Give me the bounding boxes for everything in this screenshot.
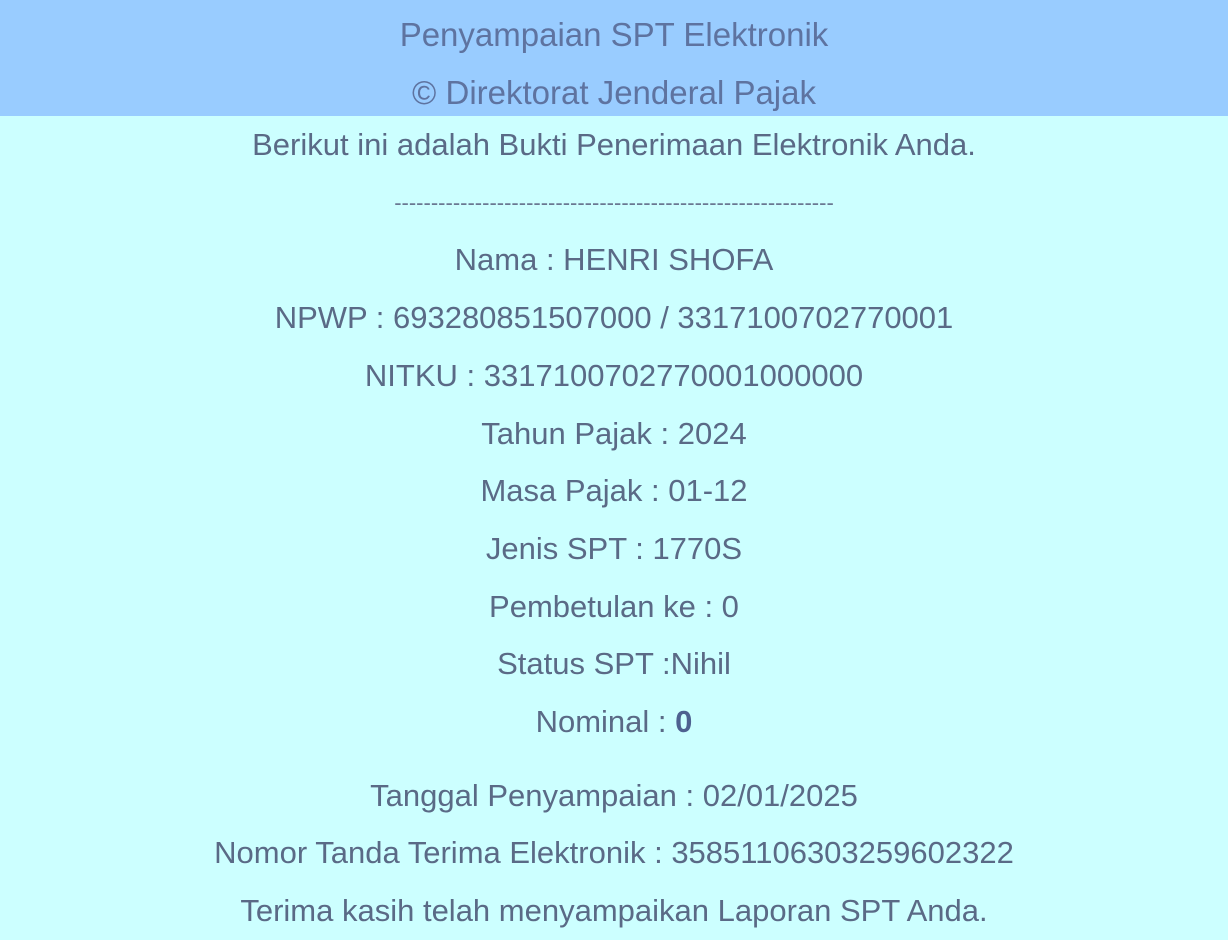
- field-status-spt: Status SPT :Nihil: [497, 646, 731, 682]
- field-nitku: NITKU : 3317100702770001000000: [364, 357, 864, 393]
- field-nomor-tanda-terima: Nomor Tanda Terima Elektronik : 358511063032596023​22: [214, 835, 1014, 871]
- thank-you-message: Terima kasih telah menyampaikan Laporan SPT Anda.: [240, 893, 988, 929]
- receipt-intro: Berikut ini adalah Bukti Penerimaan Elektronik Anda.: [252, 127, 976, 162]
- field-tanggal-penyampaian: Tanggal Penyampaian : 02/01/2025: [370, 777, 858, 813]
- nominal-value: 0: [675, 704, 693, 740]
- receipt-divider: ------------------------------------------------------------: [394, 189, 834, 215]
- header-copyright: © Direktorat Jenderal Pajak: [412, 74, 816, 111]
- field-pembetulan: Pembetulan ke : 0: [489, 588, 739, 624]
- field-nama: Nama : HENRI SHOFA: [454, 242, 774, 278]
- page-header: [0, 0, 1228, 116]
- field-tahun-pajak: Tahun Pajak : 2024: [481, 415, 747, 451]
- field-nominal: [0, 693, 1228, 751]
- nominal-label: Nominal :: [535, 704, 676, 740]
- receipt-body: [0, 116, 1228, 940]
- field-npwp: NPWP : 693280851507000 / 3317100702770001: [274, 300, 954, 336]
- section-spacer: [0, 751, 1228, 767]
- field-jenis-spt: Jenis SPT : 1770S: [485, 530, 743, 566]
- field-masa-pajak: Masa Pajak : 01-12: [480, 473, 748, 509]
- header-title: Penyampaian SPT Elektronik: [399, 16, 829, 53]
